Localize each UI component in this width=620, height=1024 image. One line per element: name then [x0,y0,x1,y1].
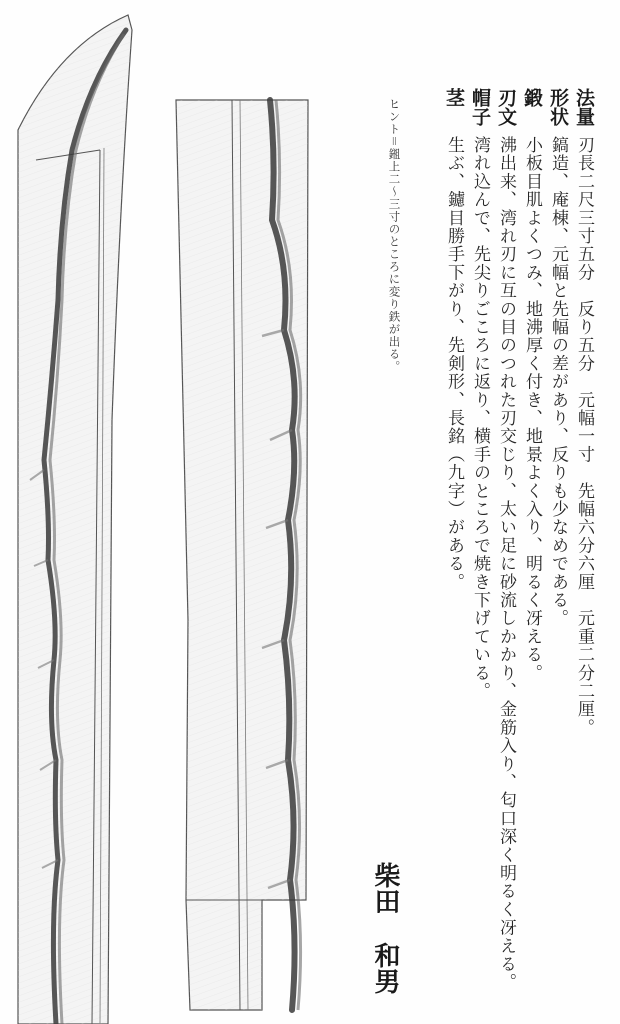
blade-lower-drawing [176,100,308,1010]
spec-text-nakago: 生ぶ、鑢目勝手下がり、先剣形、長銘（九字）がある。 [444,136,464,591]
spec-heading-nakago: 茎 [443,88,465,107]
spec-heading-keijou: 形状 [547,88,569,126]
spec-text-kitae: 小板目肌よくつみ、地沸厚く付き、地景よく入り、明るく冴える。 [522,136,542,682]
spec-text-keijou: 鎬造、庵棟、元幅と先幅の差があり、反りも少なめである。 [548,136,568,628]
author-surname: 柴田 [370,862,400,914]
author-given-name: 和男 [370,942,400,994]
spec-heading-boushi: 帽子 [469,88,491,126]
spec-heading-houryou: 法量 [573,88,595,126]
spec-text-houryou: 刃長二尺三寸五分 反り五分 元幅一寸 先幅六分六厘 元重二分二厘。 [574,136,594,737]
spec-text-boushi: 湾れ込んで、先尖りごころに返り、横手のところで焼き下げている。 [470,136,490,701]
spec-text-hamon: 沸出来、湾れ刃に互の目のつれた刃交じり、太い足に砂流しかかり、金筋入り、匂口深く明るく冴える。 [496,136,516,992]
blade-tip-drawing [18,15,132,1024]
spec-heading-hamon: 刃文 [495,88,517,126]
spec-heading-kitae: 鍛 [521,88,543,107]
hint-note: ヒント＝鎺上二〜三寸のところに変り鉄が出る。 [387,98,402,373]
